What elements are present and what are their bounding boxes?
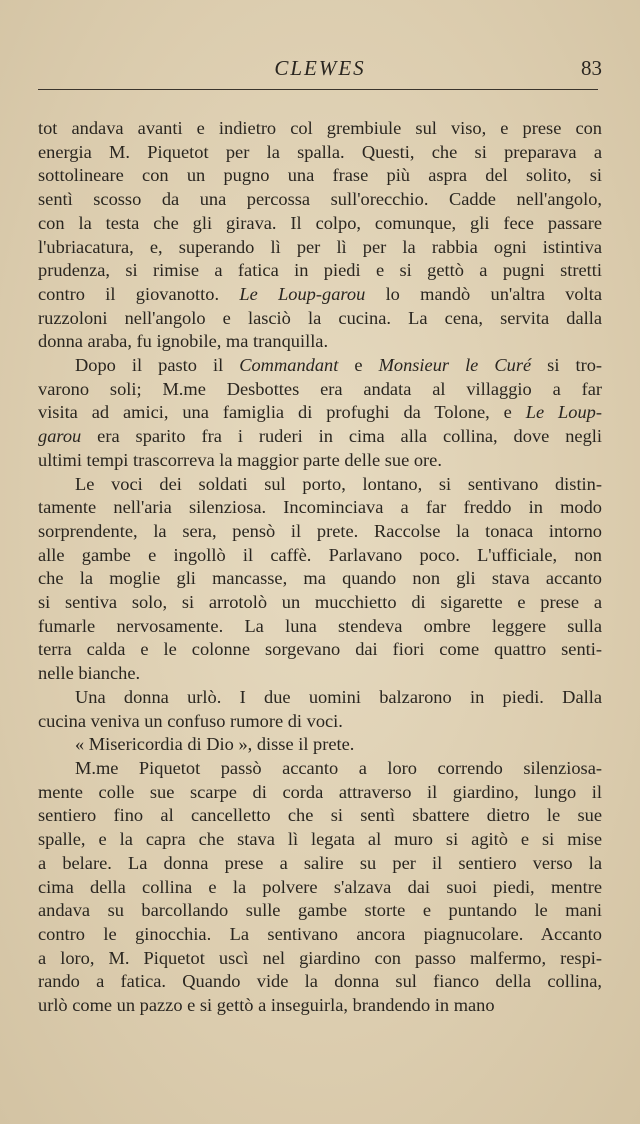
- text-line: si sentiva solo, si arrotolò un mucchietto di sigarette e prese a: [38, 592, 602, 613]
- text-line: tamente nell'aria silenziosa. Incominciava a far freddo in modo: [38, 497, 602, 518]
- text-line: contro le ginocchia. La sentivano ancora piagnucolare. Accanto: [38, 923, 602, 944]
- running-head: [38, 54, 602, 84]
- book-page: [38, 0, 602, 1124]
- text-line: sentiero fino al cancelletto che si sentì sbattere dietro le sue: [38, 805, 602, 826]
- text-line: nelle bianche.: [38, 663, 141, 684]
- text-line: Le voci dei soldati sul porto, lontano, si sentivano distin-: [75, 473, 602, 494]
- text-line: terra calda e le colonne sorgevano dai fiori come quattro senti-: [38, 639, 602, 660]
- text-line: fumarle nervosamente. La luna stendeva ombre leggere sulla: [38, 615, 602, 636]
- paragraph: [38, 733, 602, 757]
- paragraph: [38, 117, 602, 354]
- text-line: Dopo il pasto il Commandant e Monsieur le Curé si tro-: [75, 355, 603, 376]
- paragraph: [38, 757, 602, 1018]
- text-line: varono soli; M.me Desbottes era andata al villaggio a far: [38, 378, 602, 399]
- text-line: energia M. Piquetot per la spalla. Questi, che si preparava a: [38, 141, 602, 162]
- text-line: Una donna urlò. I due uomini balzarono in piedi. Dalla: [75, 686, 602, 707]
- paragraph: [38, 473, 602, 686]
- running-title: CLEWES: [274, 56, 366, 80]
- text-line: urlò come un pazzo e si gettò a inseguirla, brandendo in mano: [38, 995, 495, 1016]
- text-line: cima della collina e la polvere s'alzava dai suoi piedi, mentre: [38, 876, 602, 897]
- text-line: andava su barcollando sulle gambe storte e puntando le mani: [38, 900, 602, 921]
- text-line: sorprendente, la sera, pensò il prete. Raccolse la tonaca intorno: [38, 520, 602, 541]
- text-line: con la testa che gli girava. Il colpo, comunque, gli fece passare: [38, 212, 602, 233]
- header-rule: [38, 89, 598, 90]
- paragraph: [38, 354, 602, 473]
- text-line: spalle, e la capra che stava lì legata al muro si agitò e si mise: [38, 829, 602, 850]
- text-line: a loro, M. Piquetot uscì nel giardino con passo malfermo, respi-: [38, 947, 602, 968]
- text-line: alle gambe e ingollò il caffè. Parlavano poco. L'ufficiale, non: [38, 544, 602, 565]
- text-line: l'ubriacatura, e, superando lì per lì per la rabbia ogni istintiva: [38, 236, 602, 257]
- text-line: a belare. La donna prese a salire su per il sentiero verso la: [38, 852, 602, 873]
- text-line: M.me Piquetot passò accanto a loro correndo silenziosa-: [75, 757, 602, 778]
- text-line: donna araba, fu ignobile, ma tranquilla.: [38, 331, 329, 352]
- text-line: visita ad amici, una famiglia di profughi da Tolone, e Le Loup-: [38, 402, 602, 423]
- text-line: mente colle sue scarpe di corda attraverso il giardino, lungo il: [38, 781, 602, 802]
- paragraph: [38, 686, 602, 733]
- text-line: sentì scosso da una percossa sull'orecchio. Cadde nell'angolo,: [38, 189, 602, 210]
- text-line: ruzzoloni nell'angolo e lasciò la cucina. La cena, servita dalla: [38, 307, 602, 328]
- page-number: 83: [581, 56, 602, 80]
- text-line: contro il giovanotto. Le Loup-garou lo mandò un'altra volta: [38, 283, 602, 304]
- text-line: garou era sparito fra i ruderi in cima alla collina, dove negli: [38, 426, 602, 447]
- text-line: sottolineare con un pugno una frase più aspra del solito, si: [38, 165, 602, 186]
- text-line: cucina veniva un confuso rumore di voci.: [38, 710, 343, 731]
- text-line: che la moglie gli mancasse, ma quando non gli stava accanto: [38, 568, 602, 589]
- text-line: ultimi tempi trascorreva la maggior parte delle sue ore.: [38, 449, 442, 470]
- text-line: prudenza, si rimise a fatica in piedi e si gettò a pugni stretti: [38, 260, 602, 281]
- text-line: tot andava avanti e indietro col grembiule sul viso, e prese con: [38, 118, 602, 138]
- text-line: rando a fatica. Quando vide la donna sul fianco della collina,: [38, 971, 602, 992]
- text-line: « Misericordia di Dio », disse il prete.: [75, 734, 355, 755]
- body-text: [38, 117, 602, 1018]
